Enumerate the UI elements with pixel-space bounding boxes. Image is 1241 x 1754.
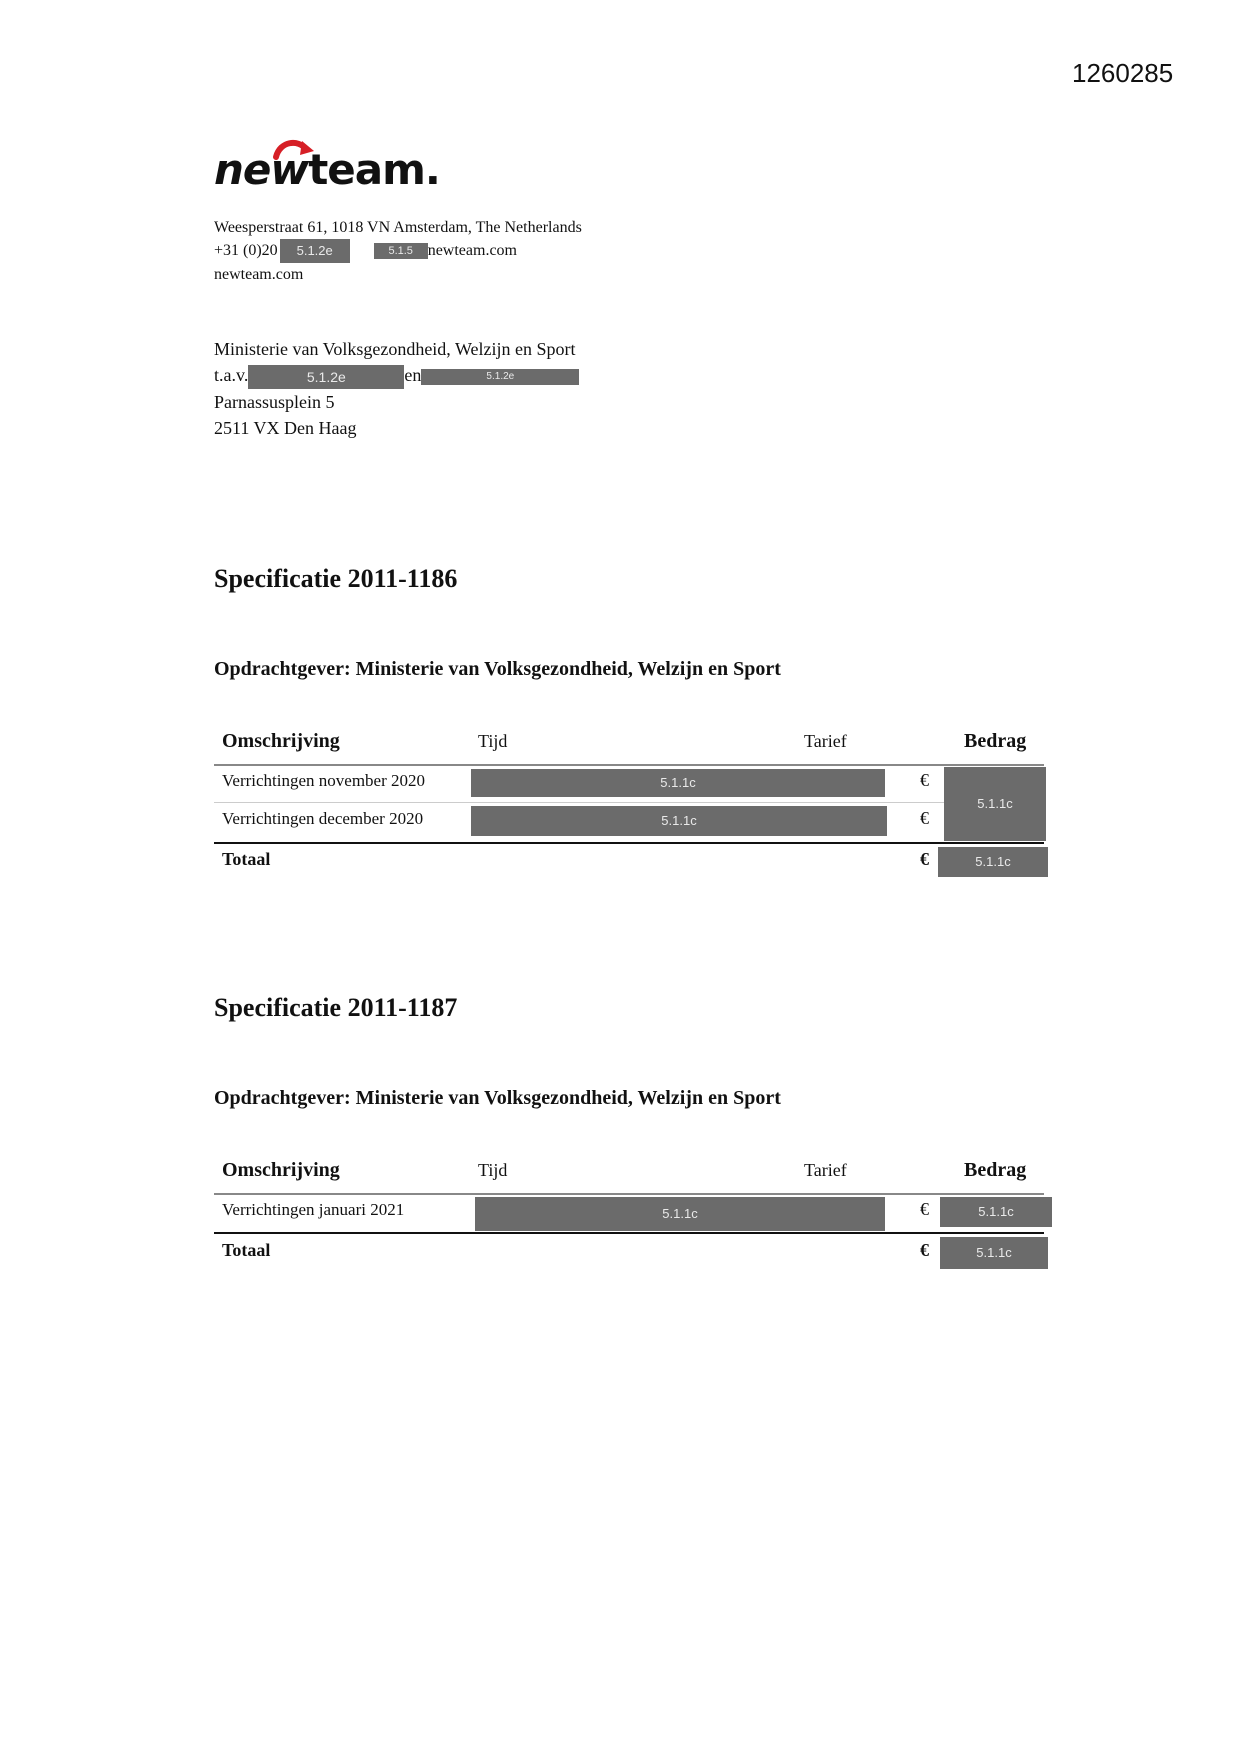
spec1-row2-desc: Verrichtingen december 2020 bbox=[222, 809, 424, 828]
spec1-header-omschrijving: Omschrijving bbox=[222, 730, 340, 752]
spec2-header-divider bbox=[214, 1193, 1044, 1195]
recipient-street: Parnassusplein 5 bbox=[214, 391, 335, 412]
spec2-row1-amount-redaction: 5.1.1c bbox=[940, 1197, 1052, 1227]
spec2-total-label: Totaal bbox=[222, 1240, 271, 1260]
spec1-total-divider bbox=[214, 842, 1044, 844]
sender-phone-prefix: +31 (0)20 bbox=[214, 242, 278, 259]
spec2-header-tarief: Tarief bbox=[804, 1160, 847, 1180]
redaction-tav-2: 5.1.2e bbox=[421, 369, 579, 385]
tav-and: en bbox=[404, 365, 422, 385]
spec2-row1-desc: Verrichtingen januari 2021 bbox=[222, 1200, 405, 1219]
spec1-row-divider bbox=[214, 802, 944, 803]
spec1-row2-redaction: 5.1.1c bbox=[471, 806, 887, 836]
spec1-header-divider bbox=[214, 764, 1044, 766]
spec2-total-euro: € bbox=[920, 1240, 929, 1260]
recipient-org: Ministerie van Volksgezondheid, Welzijn en Sport bbox=[214, 339, 576, 359]
redaction-tav-1: 5.1.2e bbox=[248, 365, 404, 389]
spec1-total-redaction: 5.1.1c bbox=[938, 847, 1048, 877]
spec1-amount-redaction: 5.1.1c bbox=[944, 767, 1046, 841]
spec1-row1-desc: Verrichtingen november 2020 bbox=[222, 771, 425, 790]
spec1-row1-redaction: 5.1.1c bbox=[471, 769, 885, 797]
spec1-total-euro: € bbox=[920, 849, 929, 869]
logo-text-left: new bbox=[214, 145, 309, 194]
spec2-header-bedrag: Bedrag bbox=[964, 1159, 1027, 1181]
spec2-row1-euro: € bbox=[920, 1199, 929, 1219]
sender-email-suffix: newteam.com bbox=[427, 242, 517, 259]
spec1-client: Opdrachtgever: Ministerie van Volksgezondheid, Welzijn en Sport bbox=[214, 658, 781, 680]
sender-block bbox=[214, 216, 582, 286]
spec2-row1-redaction: 5.1.1c bbox=[475, 1197, 885, 1231]
tav-label: t.a.v. bbox=[214, 365, 249, 385]
spec2-total-divider bbox=[214, 1232, 1044, 1234]
document-number: 1260285 bbox=[1072, 58, 1174, 88]
redaction-phone: 5.1.2e bbox=[280, 239, 350, 263]
spec2-header-tijd: Tijd bbox=[478, 1160, 508, 1180]
sender-address: Weesperstraat 61, 1018 VN Amsterdam, The Netherlands bbox=[214, 219, 582, 236]
spec1-row1-euro: € bbox=[920, 770, 929, 790]
spec1-row2-euro: € bbox=[920, 808, 929, 828]
sender-contact bbox=[214, 239, 582, 263]
spec1-header-tijd: Tijd bbox=[478, 731, 508, 751]
spec1-header-tarief: Tarief bbox=[804, 731, 847, 751]
spec2-header-omschrijving: Omschrijving bbox=[222, 1159, 340, 1181]
sender-website: newteam.com bbox=[214, 266, 304, 284]
redaction-email: 5.1.5 bbox=[374, 243, 428, 259]
spec2-title: Specificatie 2011-1187 bbox=[214, 993, 458, 1022]
recipient-city: 2511 VX Den Haag bbox=[214, 417, 357, 438]
recipient-tav bbox=[214, 362, 579, 389]
recipient-block bbox=[214, 336, 579, 441]
spec2-client: Opdrachtgever: Ministerie van Volksgezondheid, Welzijn en Sport bbox=[214, 1087, 781, 1109]
spec1-total-label: Totaal bbox=[222, 849, 271, 869]
spec1-title: Specificatie 2011-1186 bbox=[214, 564, 458, 593]
logo-text-right: team. bbox=[308, 145, 440, 194]
spec2-total-redaction: 5.1.1c bbox=[940, 1237, 1048, 1269]
spec1-header-bedrag: Bedrag bbox=[964, 730, 1027, 752]
